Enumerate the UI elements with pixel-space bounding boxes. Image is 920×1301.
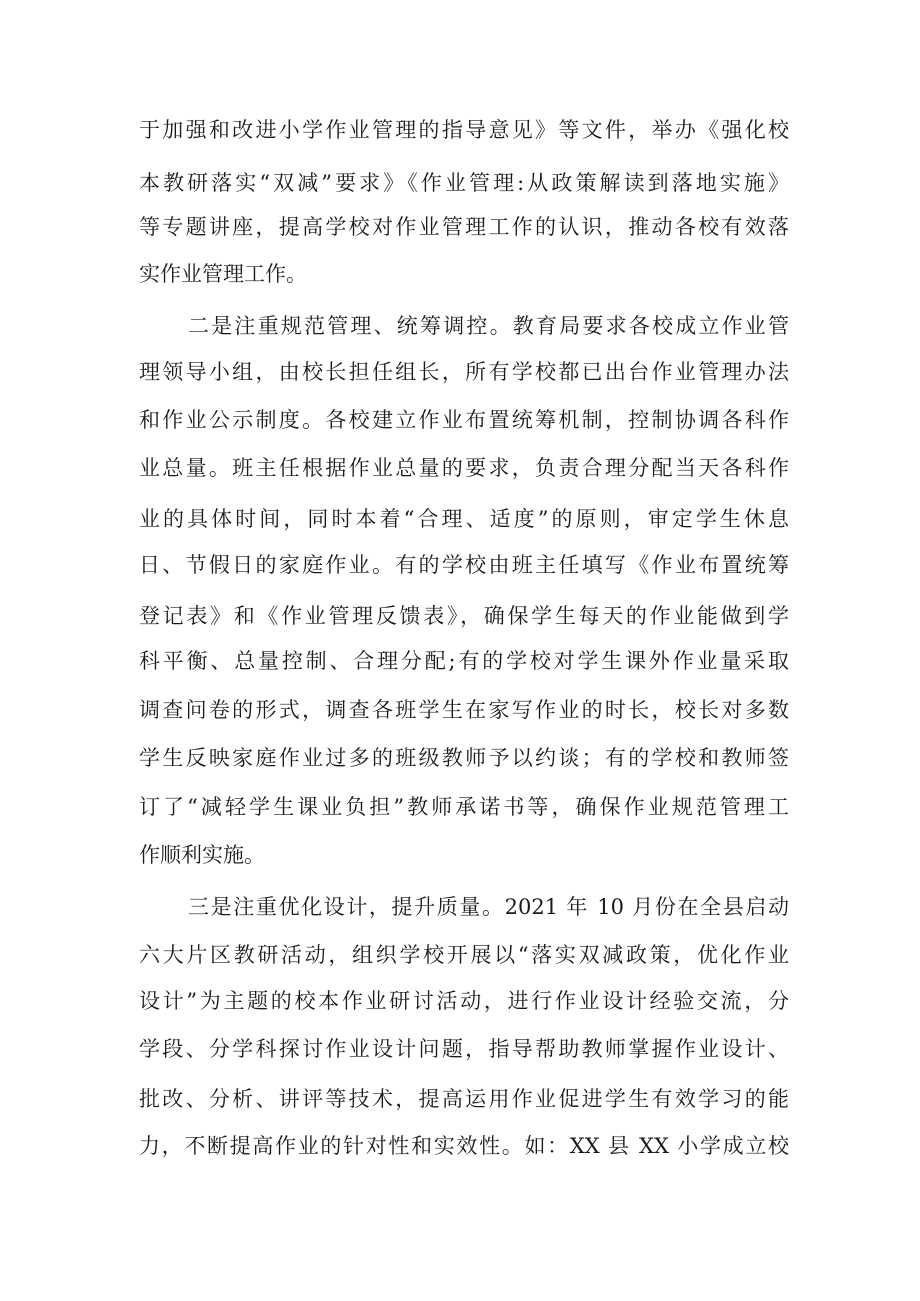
paragraph-3-line-4: 学段、分学科探讨作业设计问题，指导帮助教师掌握作业设计、 <box>139 1037 789 1061</box>
paragraph-1-line-3: 等专题讲座，提高学校对作业管理工作的认识，推动各校有效落 <box>139 215 789 239</box>
paragraph-2-line-8: 科平衡、总量控制、合理分配;有的学校对学生课外作业量采取 <box>139 649 789 673</box>
paragraph-2-line-7: 登记表》和《作业管理反馈表》，确保学生每天的作业能做到学 <box>139 604 789 628</box>
paragraph-1-line-4: 实作业管理工作。 <box>139 262 307 286</box>
paragraph-2-line-4: 业总量。班主任根据作业总量的要求，负责合理分配当天各科作 <box>139 456 789 480</box>
paragraph-3-line-2: 六大片区教研活动，组织学校开展以“落实双减政策，优化作业 <box>139 943 789 967</box>
paragraph-2-line-6: 日、节假日的家庭作业。有的学校由班主任填写《作业布置统筹 <box>139 553 789 577</box>
paragraph-2-line-3: 和作业公示制度。各校建立作业布置统筹机制，控制协调各科作 <box>139 408 789 432</box>
paragraph-2-line-2: 理领导小组，由校长担任组长，所有学校都已出台作业管理办法 <box>139 360 789 384</box>
paragraph-3-line-1: 三是注重优化设计，提升质量。2021 年 10 月份在全县启动 <box>188 895 789 919</box>
paragraph-3-line-5: 批改、分析、讲评等技术，提高运用作业促进学生有效学习的能 <box>139 1087 789 1111</box>
paragraph-2-line-9: 调查问卷的形式，调查各班学生在家写作业的时长，校长对多数 <box>139 698 789 722</box>
paragraph-2-line-11: 订了“减轻学生课业负担”教师承诺书等，确保作业规范管理工 <box>139 795 789 819</box>
paragraph-1-line-2: 本教研落实“双减”要求》《作业管理:从政策解读到落地实施》 <box>139 171 789 195</box>
paragraph-2-line-12: 作顺利实施。 <box>139 843 265 867</box>
paragraph-2-line-1: 二是注重规范管理、统筹调控。教育局要求各校成立作业管 <box>188 314 789 338</box>
paragraph-3-line-6: 力，不断提高作业的针对性和实效性。如：XX 县 XX 小学成立校 <box>139 1134 789 1158</box>
paragraph-3-line-3: 设计”为主题的校本作业研讨活动，进行作业设计经验交流，分 <box>139 989 789 1013</box>
paragraph-2-line-10: 学生反映家庭作业过多的班级教师予以约谈；有的学校和教师签 <box>139 746 789 770</box>
paragraph-1-line-1: 于加强和改进小学作业管理的指导意见》等文件，举办《强化校 <box>139 118 789 142</box>
paragraph-2-line-5: 业的具体时间，同时本着“合理、适度”的原则，审定学生休息 <box>139 507 789 531</box>
